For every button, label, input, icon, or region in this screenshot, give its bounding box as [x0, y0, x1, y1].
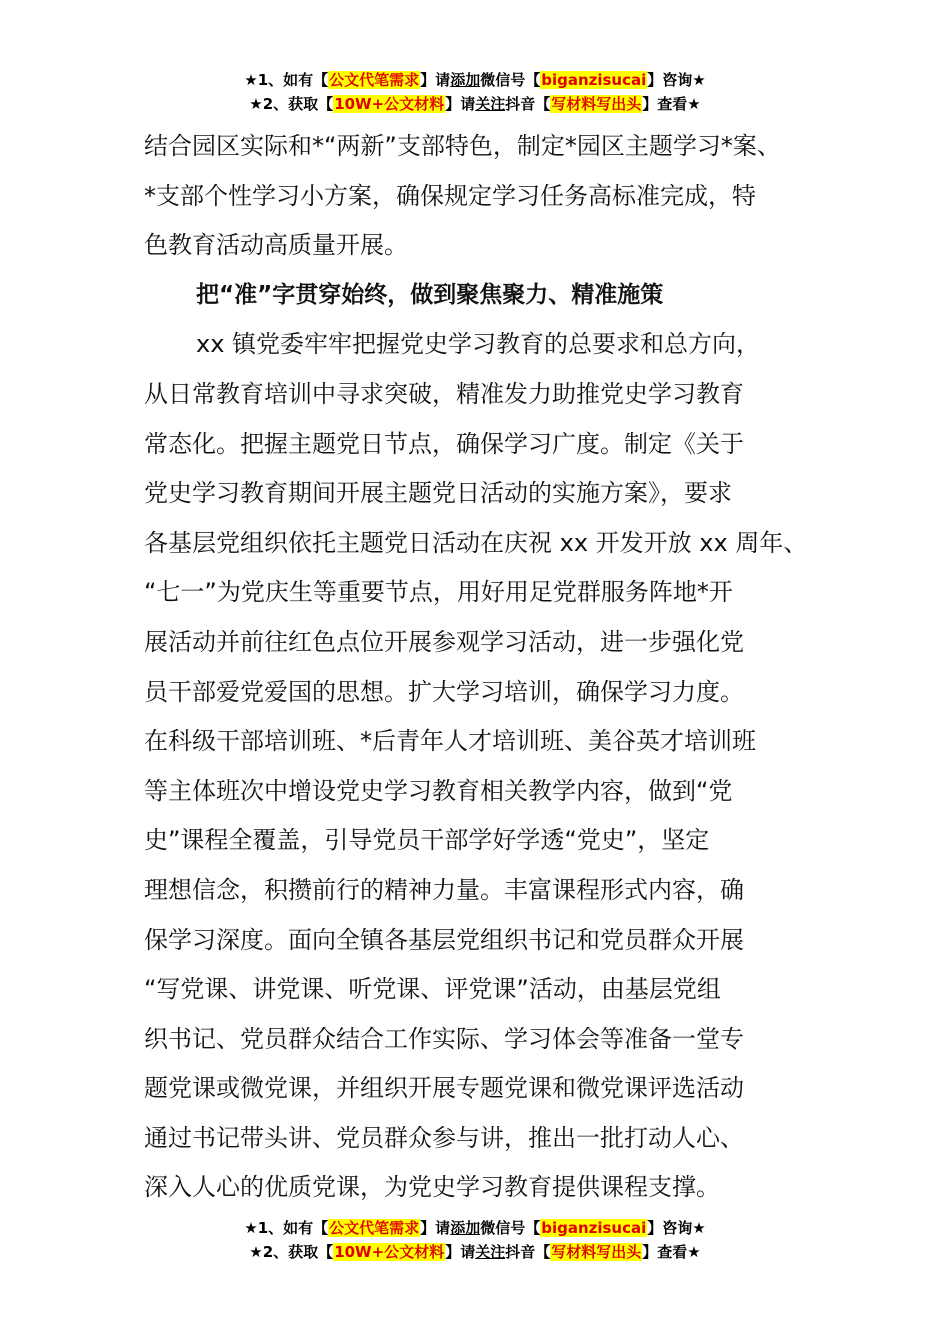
promo-text: 】请 — [420, 1219, 451, 1237]
text-line: 保学习深度。面向全镇各基层党组织书记和党员群众开展 — [144, 925, 744, 954]
promo-text: 】查看★ — [642, 95, 701, 113]
promo-text: 抖音【 — [505, 95, 551, 113]
promo-text: 】请 — [420, 71, 451, 89]
text-line: 各基层党组织依托主题党日活动在庆祝 xx 开发开放 xx 周年、 — [144, 528, 808, 557]
paragraph-1 — [144, 122, 824, 271]
promo-underlined: 关注 — [475, 1243, 506, 1261]
text-line: “七一”为党庆生等重要节点，用好用足党群服务阵地*开 — [144, 578, 733, 607]
text-line: 等主体班次中增设党史学习教育相关教学内容，做到“党 — [144, 776, 733, 805]
promo-text: 】查看★ — [642, 1243, 701, 1261]
text-line: 通过书记带头讲、党员群众参与讲，推出一批打动人心、 — [144, 1123, 744, 1152]
text-line: 织书记、党员群众结合工作实际、学习体会等准备一堂专 — [144, 1024, 744, 1053]
paragraph-2 — [144, 320, 824, 1213]
promo-line-1 — [0, 1216, 950, 1240]
promo-underlined: 添加 — [450, 71, 481, 89]
promo-highlight: 公文代笔需求 — [329, 71, 420, 89]
text-line: “写党课、讲党课、听党课、评党课”活动，由基层党组 — [144, 975, 721, 1004]
text-line: 理想信念，积攒前行的精神力量。丰富课程形式内容，确 — [144, 875, 744, 904]
promo-text: 】请 — [445, 95, 476, 113]
text-line: *支部个性学习小方案，确保规定学习任务高标准完成，特 — [144, 181, 756, 210]
promo-highlight: 写材料写出头 — [551, 1243, 642, 1261]
text-line: 员干部爱党爱国的思想。扩大学习培训，确保学习力度。 — [144, 677, 744, 706]
promo-text: ★1、如有【 — [244, 71, 329, 89]
promo-text: 微信号【 — [480, 1219, 541, 1237]
text-line: 在科级干部培训班、*后青年人才培训班、美谷英才培训班 — [144, 727, 756, 756]
text-line: 史”课程全覆盖，引导党员干部学好学透“党史”，坚定 — [144, 826, 710, 855]
promo-highlight: 10W+公文材料 — [334, 95, 445, 113]
promo-underlined: 关注 — [475, 95, 506, 113]
text-line: 从日常教育培训中寻求突破，精准发力助推党史学习教育 — [144, 379, 744, 408]
promo-text: 】咨询★ — [647, 1219, 706, 1237]
promo-highlight: 写材料写出头 — [551, 95, 642, 113]
promo-text: 抖音【 — [505, 1243, 551, 1261]
text-line: 题党课或微党课，并组织开展专题党课和微党课评选活动 — [144, 1074, 744, 1103]
promo-highlight: biganzisucai — [541, 71, 647, 89]
promo-highlight: 公文代笔需求 — [329, 1219, 420, 1237]
section-heading: 把“准”字贯穿始终，做到聚焦聚力、精准施策 — [196, 281, 664, 308]
text-line: 常态化。把握主题党日节点，确保学习广度。制定《关于 — [144, 429, 744, 458]
text-line: 展活动并前往红色点位开展参观学习活动，进一步强化党 — [144, 627, 744, 656]
promo-banner-top — [0, 68, 950, 116]
promo-banner-bottom — [0, 1216, 950, 1264]
promo-text: 】请 — [445, 1243, 476, 1261]
promo-underlined: 添加 — [450, 1219, 481, 1237]
promo-highlight: 10W+公文材料 — [334, 1243, 445, 1261]
promo-line-2 — [0, 1240, 950, 1264]
document-body — [144, 122, 824, 1213]
promo-line-1 — [0, 68, 950, 92]
promo-text: 微信号【 — [480, 71, 541, 89]
promo-text: ★2、获取【 — [249, 1243, 334, 1261]
text-line: 深入人心的优质党课，为党史学习教育提供课程支撑。 — [144, 1173, 720, 1202]
text-line: 结合园区实际和*“两新”支部特色，制定*园区主题学习*案、 — [144, 132, 781, 160]
promo-text: ★2、获取【 — [249, 95, 334, 113]
text-line: xx 镇党委牢牢把握党史学习教育的总要求和总方向， — [196, 330, 761, 359]
text-line: 党史学习教育期间开展主题党日活动的实施方案》，要求 — [144, 479, 732, 508]
promo-line-2 — [0, 92, 950, 116]
section-heading-wrap — [144, 271, 824, 321]
promo-highlight: biganzisucai — [541, 1219, 647, 1237]
text-line: 色教育活动高质量开展。 — [144, 231, 408, 260]
promo-text: 】咨询★ — [647, 71, 706, 89]
promo-text: ★1、如有【 — [244, 1219, 329, 1237]
